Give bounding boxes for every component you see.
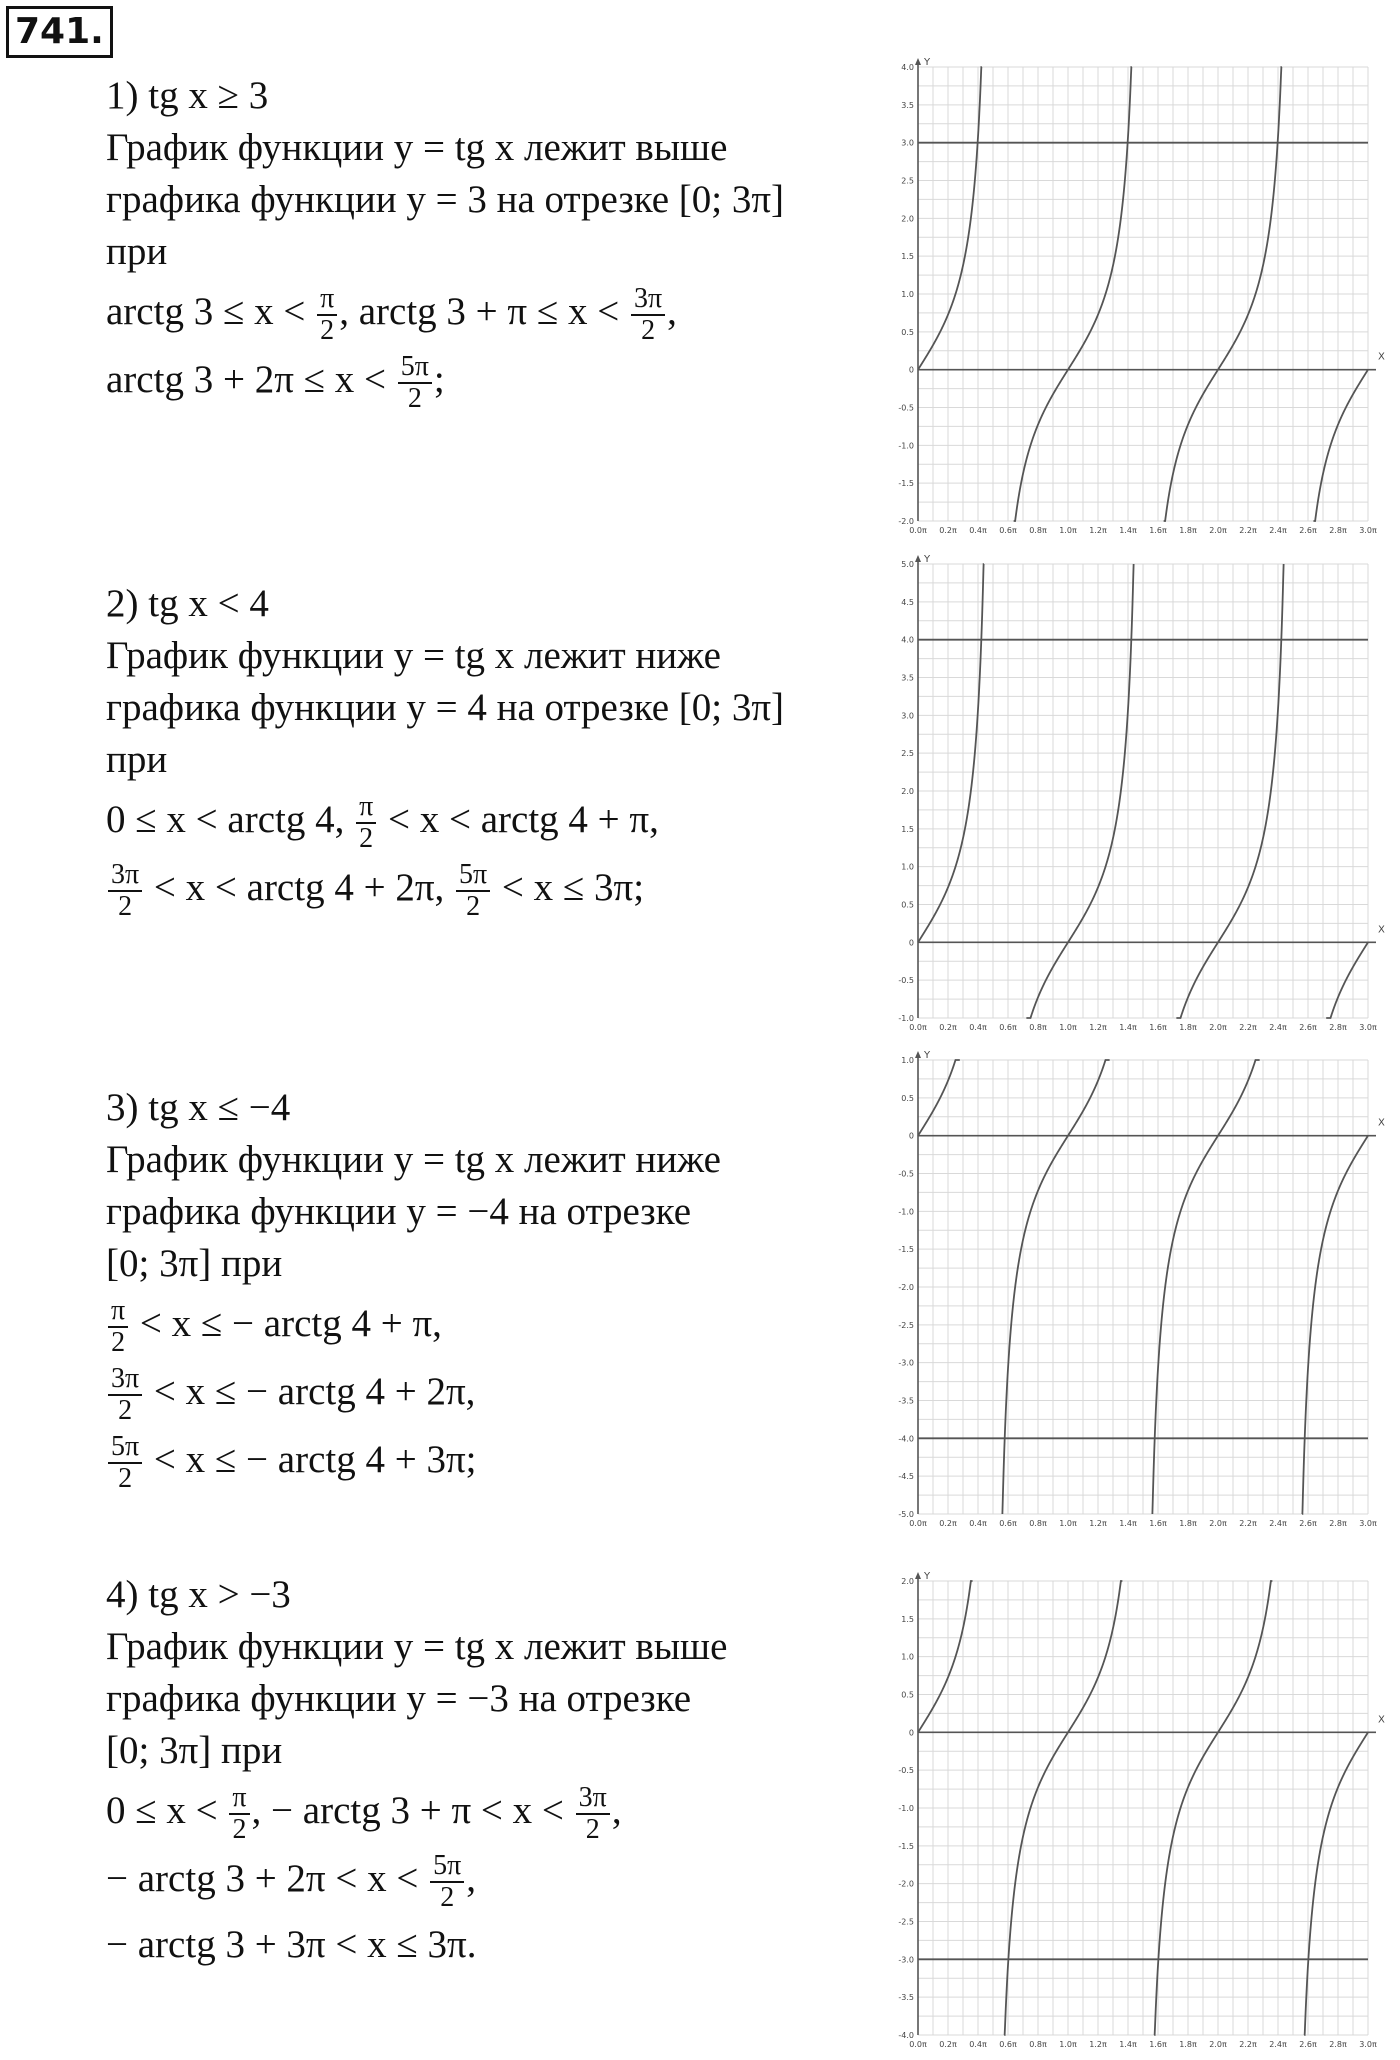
y-tick-label: -1.5 bbox=[898, 1245, 914, 1255]
y-tick-label: -2.0 bbox=[898, 1879, 914, 1889]
x-tick-label: 0.0π bbox=[909, 2040, 927, 2049]
answer-text: < x ≤ − arctg 4 + π, bbox=[130, 1301, 442, 1345]
y-tick-label: 2.0 bbox=[901, 214, 914, 224]
section-text-line: График функции y = tg x лежит ниже bbox=[106, 634, 721, 677]
x-tick-label: 0.0π bbox=[909, 526, 927, 535]
x-tick-label: 0.0π bbox=[909, 1023, 927, 1032]
fraction-numerator: 5π bbox=[430, 1851, 464, 1883]
x-tick-label: 3.0π bbox=[1359, 526, 1377, 535]
answer-text: , bbox=[466, 1856, 477, 1900]
answer-line bbox=[106, 1296, 721, 1358]
section-3 bbox=[106, 1082, 721, 1500]
x-tick-label: 1.0π bbox=[1059, 526, 1077, 535]
y-tick-label: 0.5 bbox=[901, 1690, 914, 1700]
x-tick-label: 1.2π bbox=[1089, 2040, 1107, 2049]
y-tick-label: -1.0 bbox=[898, 1804, 914, 1813]
y-tick-label: -3.0 bbox=[898, 1358, 914, 1368]
fraction-denominator: 2 bbox=[585, 1814, 600, 1845]
y-tick-label: -4.0 bbox=[898, 2031, 914, 2040]
y-tick-label: -0.5 bbox=[898, 403, 914, 413]
x-tick-label: 0.0π bbox=[909, 1519, 927, 1528]
answer-line bbox=[106, 792, 784, 854]
x-tick-label: 2.6π bbox=[1299, 1519, 1317, 1528]
fraction-denominator: 2 bbox=[466, 891, 481, 922]
answer-text: , arctg 3 + π ≤ x < bbox=[339, 289, 630, 333]
x-tick-label: 1.4π bbox=[1119, 2040, 1137, 2049]
y-axis-arrow bbox=[915, 555, 921, 562]
section-text-line: графика функции y = −3 на отрезке bbox=[106, 1677, 691, 1720]
y-tick-label: 0.5 bbox=[901, 327, 914, 337]
fraction bbox=[229, 1783, 249, 1845]
y-axis-label: Y bbox=[924, 554, 931, 565]
x-tick-label: 3.0π bbox=[1359, 1519, 1377, 1528]
y-tick-label: -0.5 bbox=[898, 1169, 914, 1179]
section-title: 3) tg x ≤ −4 bbox=[106, 1086, 291, 1129]
x-tick-label: 2.6π bbox=[1299, 2040, 1317, 2049]
chart-4-svg bbox=[888, 1567, 1393, 2057]
fraction-denominator: 2 bbox=[111, 1327, 126, 1358]
x-tick-label: 1.2π bbox=[1089, 526, 1107, 535]
y-tick-label: -3.5 bbox=[898, 1993, 914, 2003]
fraction-numerator: π bbox=[317, 284, 337, 316]
y-tick-label: 1.0 bbox=[901, 862, 914, 872]
y-tick-label: -1.0 bbox=[898, 1014, 914, 1023]
fraction-denominator: 2 bbox=[320, 315, 335, 346]
x-tick-label: 2.8π bbox=[1329, 1023, 1347, 1032]
y-tick-label: 3.5 bbox=[901, 100, 914, 110]
x-tick-label: 0.4π bbox=[969, 1023, 987, 1032]
answer-text: , bbox=[611, 1788, 622, 1832]
answer-text: , bbox=[667, 289, 677, 333]
y-axis-arrow bbox=[915, 58, 921, 65]
x-tick-label: 0.4π bbox=[969, 2040, 987, 2049]
y-tick-label: -2.5 bbox=[898, 1320, 914, 1330]
section-text-line: График функции y = tg x лежит ниже bbox=[106, 1138, 721, 1181]
fraction-numerator: 3π bbox=[576, 1783, 610, 1815]
x-tick-label: 0.2π bbox=[939, 2040, 957, 2049]
y-axis-arrow bbox=[915, 1572, 921, 1579]
y-tick-label: 1.0 bbox=[901, 1056, 914, 1065]
section-text-line: графика функции y = 3 на отрезке [0; 3π] bbox=[106, 178, 785, 221]
answer-text: arctg 3 ≤ x < bbox=[106, 289, 316, 333]
fraction-denominator: 2 bbox=[118, 891, 133, 922]
fraction-numerator: 5π bbox=[398, 352, 432, 384]
answer-text: < x < arctg 4 + 2π, bbox=[144, 865, 455, 909]
section-2 bbox=[106, 578, 784, 928]
x-tick-label: 0.6π bbox=[999, 526, 1017, 535]
x-tick-label: 2.0π bbox=[1209, 2040, 1227, 2049]
y-tick-label: 1.5 bbox=[901, 824, 914, 834]
fraction-numerator: 3π bbox=[631, 284, 665, 316]
answer-line bbox=[106, 1783, 727, 1845]
fraction-denominator: 2 bbox=[641, 315, 656, 346]
y-tick-label: 1.0 bbox=[901, 290, 914, 299]
answer-text: < x ≤ − arctg 4 + 2π, bbox=[144, 1369, 476, 1413]
x-tick-label: 2.0π bbox=[1209, 526, 1227, 535]
y-tick-label: -0.5 bbox=[898, 1766, 914, 1776]
x-tick-label: 1.6π bbox=[1149, 526, 1167, 535]
y-tick-label: 3.5 bbox=[901, 673, 914, 683]
x-tick-label: 1.6π bbox=[1149, 1023, 1167, 1032]
fraction bbox=[108, 1364, 142, 1426]
section-text-line: графика функции y = 4 на отрезке [0; 3π] bbox=[106, 686, 785, 729]
x-tick-label: 1.6π bbox=[1149, 1519, 1167, 1528]
y-tick-label: -3.0 bbox=[898, 1955, 914, 1965]
answer-text: 0 ≤ x < arctg 4, bbox=[106, 797, 355, 841]
section-title: 1) tg x ≥ 3 bbox=[106, 74, 269, 117]
y-tick-label: -1.5 bbox=[898, 1841, 914, 1851]
x-tick-label: 0.6π bbox=[999, 2040, 1017, 2049]
section-text-line: графика функции y = −4 на отрезке bbox=[106, 1190, 691, 1233]
y-tick-label: -5.0 bbox=[898, 1510, 914, 1519]
y-tick-label: 4.0 bbox=[901, 635, 914, 645]
x-tick-label: 0.2π bbox=[939, 1023, 957, 1032]
fraction bbox=[108, 860, 142, 922]
fraction bbox=[631, 284, 665, 346]
answer-line bbox=[106, 284, 784, 346]
x-tick-label: 2.2π bbox=[1239, 2040, 1257, 2049]
fraction-denominator: 2 bbox=[118, 1395, 133, 1426]
section-text-line: [0; 3π] при bbox=[106, 1242, 283, 1285]
y-tick-label: 4.5 bbox=[901, 597, 914, 607]
fraction-numerator: 3π bbox=[108, 860, 142, 892]
answer-text: − arctg 3 + 3π < x ≤ 3π. bbox=[106, 1923, 477, 1966]
x-tick-label: 0.8π bbox=[1029, 2040, 1047, 2049]
x-tick-label: 2.2π bbox=[1239, 1519, 1257, 1528]
x-tick-label: 3.0π bbox=[1359, 1023, 1377, 1032]
fraction-numerator: 5π bbox=[456, 860, 490, 892]
x-tick-label: 2.4π bbox=[1269, 2040, 1287, 2049]
y-tick-label: 1.0 bbox=[901, 1652, 914, 1662]
x-tick-label: 1.2π bbox=[1089, 1519, 1107, 1528]
fraction-denominator: 2 bbox=[232, 1814, 247, 1845]
y-tick-label: 3.0 bbox=[901, 711, 914, 721]
fraction bbox=[317, 284, 337, 346]
y-tick-label: 1.5 bbox=[901, 252, 914, 262]
y-tick-label: 3.0 bbox=[901, 138, 914, 148]
x-tick-label: 0.4π bbox=[969, 1519, 987, 1528]
y-tick-label: -2.0 bbox=[898, 1283, 914, 1292]
answer-text: < x ≤ 3π; bbox=[492, 865, 645, 909]
chart-1 bbox=[888, 52, 1393, 544]
chart-2 bbox=[888, 550, 1393, 1040]
chart-3 bbox=[888, 1046, 1393, 1536]
answer-text: < x < arctg 4 + π, bbox=[378, 797, 659, 841]
chart-2-svg bbox=[888, 550, 1393, 1040]
fraction-denominator: 2 bbox=[359, 823, 374, 854]
section-title: 2) tg x < 4 bbox=[106, 582, 269, 625]
y-tick-label: 0 bbox=[908, 1131, 914, 1141]
x-tick-label: 2.8π bbox=[1329, 526, 1347, 535]
fraction-numerator: 5π bbox=[108, 1432, 142, 1464]
section-1 bbox=[106, 70, 784, 420]
x-tick-label: 2.4π bbox=[1269, 1023, 1287, 1032]
x-tick-label: 1.2π bbox=[1089, 1023, 1107, 1032]
x-tick-label: 1.0π bbox=[1059, 1023, 1077, 1032]
x-tick-label: 2.0π bbox=[1209, 1023, 1227, 1032]
y-tick-label: 0.5 bbox=[901, 900, 914, 910]
y-tick-label: -1.5 bbox=[898, 479, 914, 489]
x-tick-label: 0.6π bbox=[999, 1519, 1017, 1528]
fraction-denominator: 2 bbox=[407, 383, 422, 414]
answer-text: ; bbox=[433, 357, 445, 401]
x-tick-label: 1.8π bbox=[1179, 1023, 1197, 1032]
x-tick-label: 2.2π bbox=[1239, 1023, 1257, 1032]
y-tick-label: -3.5 bbox=[898, 1396, 914, 1406]
x-tick-label: 2.6π bbox=[1299, 1023, 1317, 1032]
x-axis-label: X bbox=[1378, 351, 1385, 363]
x-tick-label: 2.8π bbox=[1329, 1519, 1347, 1528]
x-tick-label: 0.8π bbox=[1029, 526, 1047, 535]
answer-line bbox=[106, 1919, 727, 1971]
x-tick-label: 2.4π bbox=[1269, 526, 1287, 535]
fraction-numerator: π bbox=[108, 1296, 128, 1328]
answer-line bbox=[106, 860, 784, 922]
x-tick-label: 1.0π bbox=[1059, 2040, 1077, 2049]
x-tick-label: 3.0π bbox=[1359, 2040, 1377, 2049]
answer-line bbox=[106, 1364, 721, 1426]
y-tick-label: 2.5 bbox=[901, 176, 914, 186]
x-tick-label: 1.4π bbox=[1119, 1023, 1137, 1032]
x-axis-label: X bbox=[1378, 1117, 1385, 1129]
y-tick-label: 0 bbox=[908, 1728, 914, 1738]
answer-text: , − arctg 3 + π < x < bbox=[251, 1788, 574, 1832]
fraction-numerator: π bbox=[229, 1783, 249, 1815]
x-tick-label: 0.6π bbox=[999, 1023, 1017, 1032]
x-tick-label: 2.2π bbox=[1239, 526, 1257, 535]
y-tick-label: 2.0 bbox=[901, 1577, 914, 1586]
x-tick-label: 1.4π bbox=[1119, 526, 1137, 535]
y-tick-label: 0.5 bbox=[901, 1093, 914, 1103]
y-tick-label: 0 bbox=[908, 938, 914, 948]
answer-text: < x ≤ − arctg 4 + 3π; bbox=[144, 1437, 477, 1481]
x-tick-label: 1.0π bbox=[1059, 1519, 1077, 1528]
x-tick-label: 0.8π bbox=[1029, 1023, 1047, 1032]
fraction bbox=[108, 1432, 142, 1494]
chart-3-svg bbox=[888, 1046, 1393, 1536]
section-text-line: [0; 3π] при bbox=[106, 1729, 283, 1772]
x-axis-label: X bbox=[1378, 924, 1385, 936]
y-axis-label: Y bbox=[924, 1571, 931, 1582]
section-text-line: График функции y = tg x лежит выше bbox=[106, 126, 728, 169]
y-tick-label: -4.5 bbox=[898, 1472, 914, 1482]
y-tick-label: 2.0 bbox=[901, 787, 914, 796]
y-tick-label: 5.0 bbox=[901, 560, 914, 569]
x-tick-label: 0.2π bbox=[939, 1519, 957, 1528]
y-axis-label: Y bbox=[924, 57, 931, 68]
fraction bbox=[356, 792, 376, 854]
y-tick-label: 2.5 bbox=[901, 749, 914, 759]
section-4 bbox=[106, 1569, 727, 1977]
y-tick-label: 4.0 bbox=[901, 63, 914, 72]
fraction bbox=[430, 1851, 464, 1913]
x-tick-label: 0.4π bbox=[969, 526, 987, 535]
answer-text: 0 ≤ x < bbox=[106, 1788, 228, 1832]
answer-line bbox=[106, 1432, 721, 1494]
y-tick-label: 1.5 bbox=[901, 1614, 914, 1624]
y-tick-label: -2.0 bbox=[898, 517, 914, 526]
y-tick-label: -4.0 bbox=[898, 1434, 914, 1444]
x-tick-label: 2.4π bbox=[1269, 1519, 1287, 1528]
x-tick-label: 2.6π bbox=[1299, 526, 1317, 535]
answer-line bbox=[106, 352, 784, 414]
y-tick-label: -0.5 bbox=[898, 976, 914, 986]
fraction-denominator: 2 bbox=[118, 1463, 133, 1494]
x-tick-label: 2.8π bbox=[1329, 2040, 1347, 2049]
fraction bbox=[398, 352, 432, 414]
chart-1-svg bbox=[888, 52, 1393, 544]
answer-text: arctg 3 + 2π ≤ x < bbox=[106, 357, 396, 401]
x-tick-label: 2.0π bbox=[1209, 1519, 1227, 1528]
y-tick-label: -1.0 bbox=[898, 441, 914, 451]
section-text-line: при bbox=[106, 230, 168, 273]
y-axis-label: Y bbox=[924, 1050, 931, 1061]
section-text-line: при bbox=[106, 738, 168, 781]
x-tick-label: 0.8π bbox=[1029, 1519, 1047, 1528]
y-tick-label: 0 bbox=[908, 365, 914, 375]
section-title: 4) tg x > −3 bbox=[106, 1573, 291, 1616]
y-tick-label: -2.5 bbox=[898, 1917, 914, 1927]
x-tick-label: 1.6π bbox=[1149, 2040, 1167, 2049]
x-tick-label: 1.4π bbox=[1119, 1519, 1137, 1528]
chart-4 bbox=[888, 1567, 1393, 2057]
fraction-numerator: 3π bbox=[108, 1364, 142, 1396]
fraction-numerator: π bbox=[356, 792, 376, 824]
y-tick-label: -1.0 bbox=[898, 1207, 914, 1217]
x-axis-label: X bbox=[1378, 1714, 1385, 1726]
x-tick-label: 0.2π bbox=[939, 526, 957, 535]
fraction bbox=[108, 1296, 128, 1358]
y-axis-arrow bbox=[915, 1051, 921, 1058]
answer-text: − arctg 3 + 2π < x < bbox=[106, 1856, 429, 1900]
fraction bbox=[456, 860, 490, 922]
answer-line bbox=[106, 1851, 727, 1913]
fraction-denominator: 2 bbox=[440, 1882, 455, 1913]
x-tick-label: 1.8π bbox=[1179, 526, 1197, 535]
section-text-line: График функции y = tg x лежит выше bbox=[106, 1625, 728, 1668]
problem-number: 741. bbox=[6, 6, 113, 58]
x-tick-label: 1.8π bbox=[1179, 2040, 1197, 2049]
fraction bbox=[576, 1783, 610, 1845]
x-tick-label: 1.8π bbox=[1179, 1519, 1197, 1528]
